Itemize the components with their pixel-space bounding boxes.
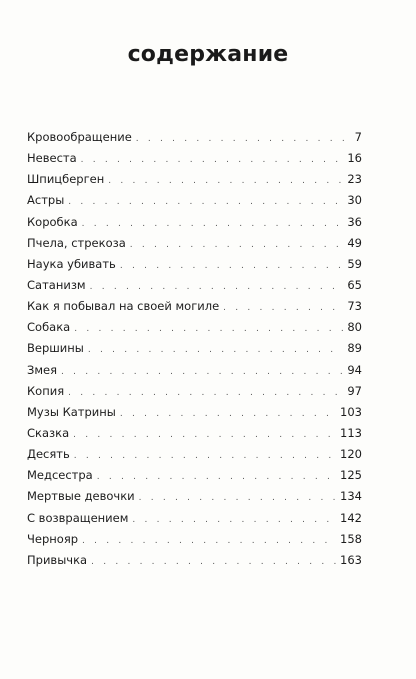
toc-entry bbox=[27, 486, 362, 507]
toc-entry-title: Сказка bbox=[27, 425, 70, 440]
dot-leader bbox=[81, 150, 344, 171]
dot-leader bbox=[108, 171, 343, 192]
dot-leader bbox=[74, 446, 336, 467]
toc-entry bbox=[27, 508, 362, 529]
toc-entry bbox=[27, 169, 362, 190]
toc-entry-title: Копия bbox=[27, 383, 65, 398]
toc-entry-page-number: 65 bbox=[347, 277, 362, 292]
toc-entry bbox=[27, 338, 362, 359]
toc-entry-title: Змея bbox=[27, 362, 58, 377]
toc-entry bbox=[27, 275, 362, 296]
dot-leader bbox=[61, 362, 343, 383]
toc-entry bbox=[27, 465, 362, 486]
toc-entry-page-number: 125 bbox=[340, 468, 362, 483]
toc-entry-title: Невеста bbox=[27, 151, 77, 166]
toc-entry-page-number: 80 bbox=[347, 320, 362, 335]
toc-entry-title: Астры bbox=[27, 193, 65, 208]
toc-entry-page-number: 73 bbox=[347, 299, 362, 314]
dot-leader bbox=[136, 129, 344, 150]
toc-entry-title: С возвращением bbox=[27, 510, 129, 525]
toc-entry bbox=[27, 233, 362, 254]
toc-entry-page-number: 89 bbox=[347, 341, 362, 356]
toc-entry-title: Кровообращение bbox=[27, 130, 132, 144]
toc-entry bbox=[27, 402, 362, 423]
toc-entry-page-number: 158 bbox=[340, 531, 362, 546]
toc-entry-page-number: 103 bbox=[340, 404, 362, 419]
toc-entry-page-number: 120 bbox=[340, 447, 362, 462]
toc-entry-title: Наука убивать bbox=[27, 256, 116, 271]
toc-entry-title: Сатанизм bbox=[27, 277, 86, 292]
toc-entry bbox=[27, 254, 362, 275]
dot-leader bbox=[97, 467, 336, 488]
toc-entry-title: Собака bbox=[27, 320, 71, 335]
toc-entry-title: Мертвые девочки bbox=[27, 489, 135, 504]
toc-entry-page-number: 23 bbox=[347, 172, 362, 187]
toc-entry bbox=[27, 127, 362, 148]
toc-entry-page-number: 163 bbox=[340, 552, 362, 567]
toc-entry bbox=[27, 296, 362, 317]
toc-entry-page-number: 30 bbox=[347, 193, 362, 208]
dot-leader bbox=[82, 531, 336, 552]
dot-leader bbox=[120, 256, 344, 277]
dot-leader bbox=[68, 383, 343, 404]
page-title: содержание bbox=[127, 42, 289, 67]
toc-entry-page-number: 16 bbox=[347, 151, 362, 166]
toc-entry-page-number: 59 bbox=[347, 256, 362, 271]
dot-leader bbox=[130, 235, 344, 256]
toc-entry-page-number: 142 bbox=[340, 510, 362, 525]
toc-entry-title: Как я побывал на своей могиле bbox=[27, 299, 220, 314]
toc-entry bbox=[27, 529, 362, 550]
toc-entry-title: Коробка bbox=[27, 214, 78, 229]
dot-leader bbox=[90, 277, 344, 298]
toc-entry bbox=[27, 190, 362, 211]
toc-entry bbox=[27, 148, 362, 169]
toc-entry-title: Чернояр bbox=[27, 531, 79, 546]
toc-entry-page-number: 97 bbox=[347, 383, 362, 398]
dot-leader bbox=[88, 340, 343, 361]
toc-entry bbox=[27, 360, 362, 381]
dot-leader bbox=[91, 552, 336, 573]
dot-leader bbox=[73, 425, 336, 446]
toc-entry-page-number: 113 bbox=[340, 425, 362, 440]
toc-entry bbox=[27, 212, 362, 233]
toc-entry-page-number: 94 bbox=[347, 362, 362, 377]
toc-entry-title: Пчела, стрекоза bbox=[27, 235, 126, 250]
dot-leader bbox=[132, 510, 336, 531]
toc-entry bbox=[27, 444, 362, 465]
toc-entry bbox=[27, 550, 362, 571]
dot-leader bbox=[139, 488, 336, 509]
toc-entry-title: Музы Катрины bbox=[27, 404, 116, 419]
dot-leader bbox=[223, 298, 343, 319]
toc-entry-page-number: 49 bbox=[347, 235, 362, 250]
toc-entry-title: Привычка bbox=[27, 552, 88, 567]
table-of-contents bbox=[27, 127, 362, 571]
toc-entry bbox=[27, 317, 362, 338]
toc-entry-title: Медсестра bbox=[27, 468, 93, 483]
toc-entry-title: Шпицберген bbox=[27, 172, 105, 187]
toc-entry-title: Вершины bbox=[27, 341, 84, 356]
toc-entry bbox=[27, 423, 362, 444]
dot-leader bbox=[74, 319, 343, 340]
dot-leader bbox=[68, 192, 343, 213]
toc-entry-page-number: 7 bbox=[354, 130, 362, 144]
toc-entry-page-number: 36 bbox=[347, 214, 362, 229]
toc-entry-title: Десять bbox=[27, 447, 70, 462]
dot-leader bbox=[120, 404, 336, 425]
dot-leader bbox=[82, 214, 344, 235]
toc-entry bbox=[27, 381, 362, 402]
toc-entry-page-number: 134 bbox=[340, 489, 362, 504]
